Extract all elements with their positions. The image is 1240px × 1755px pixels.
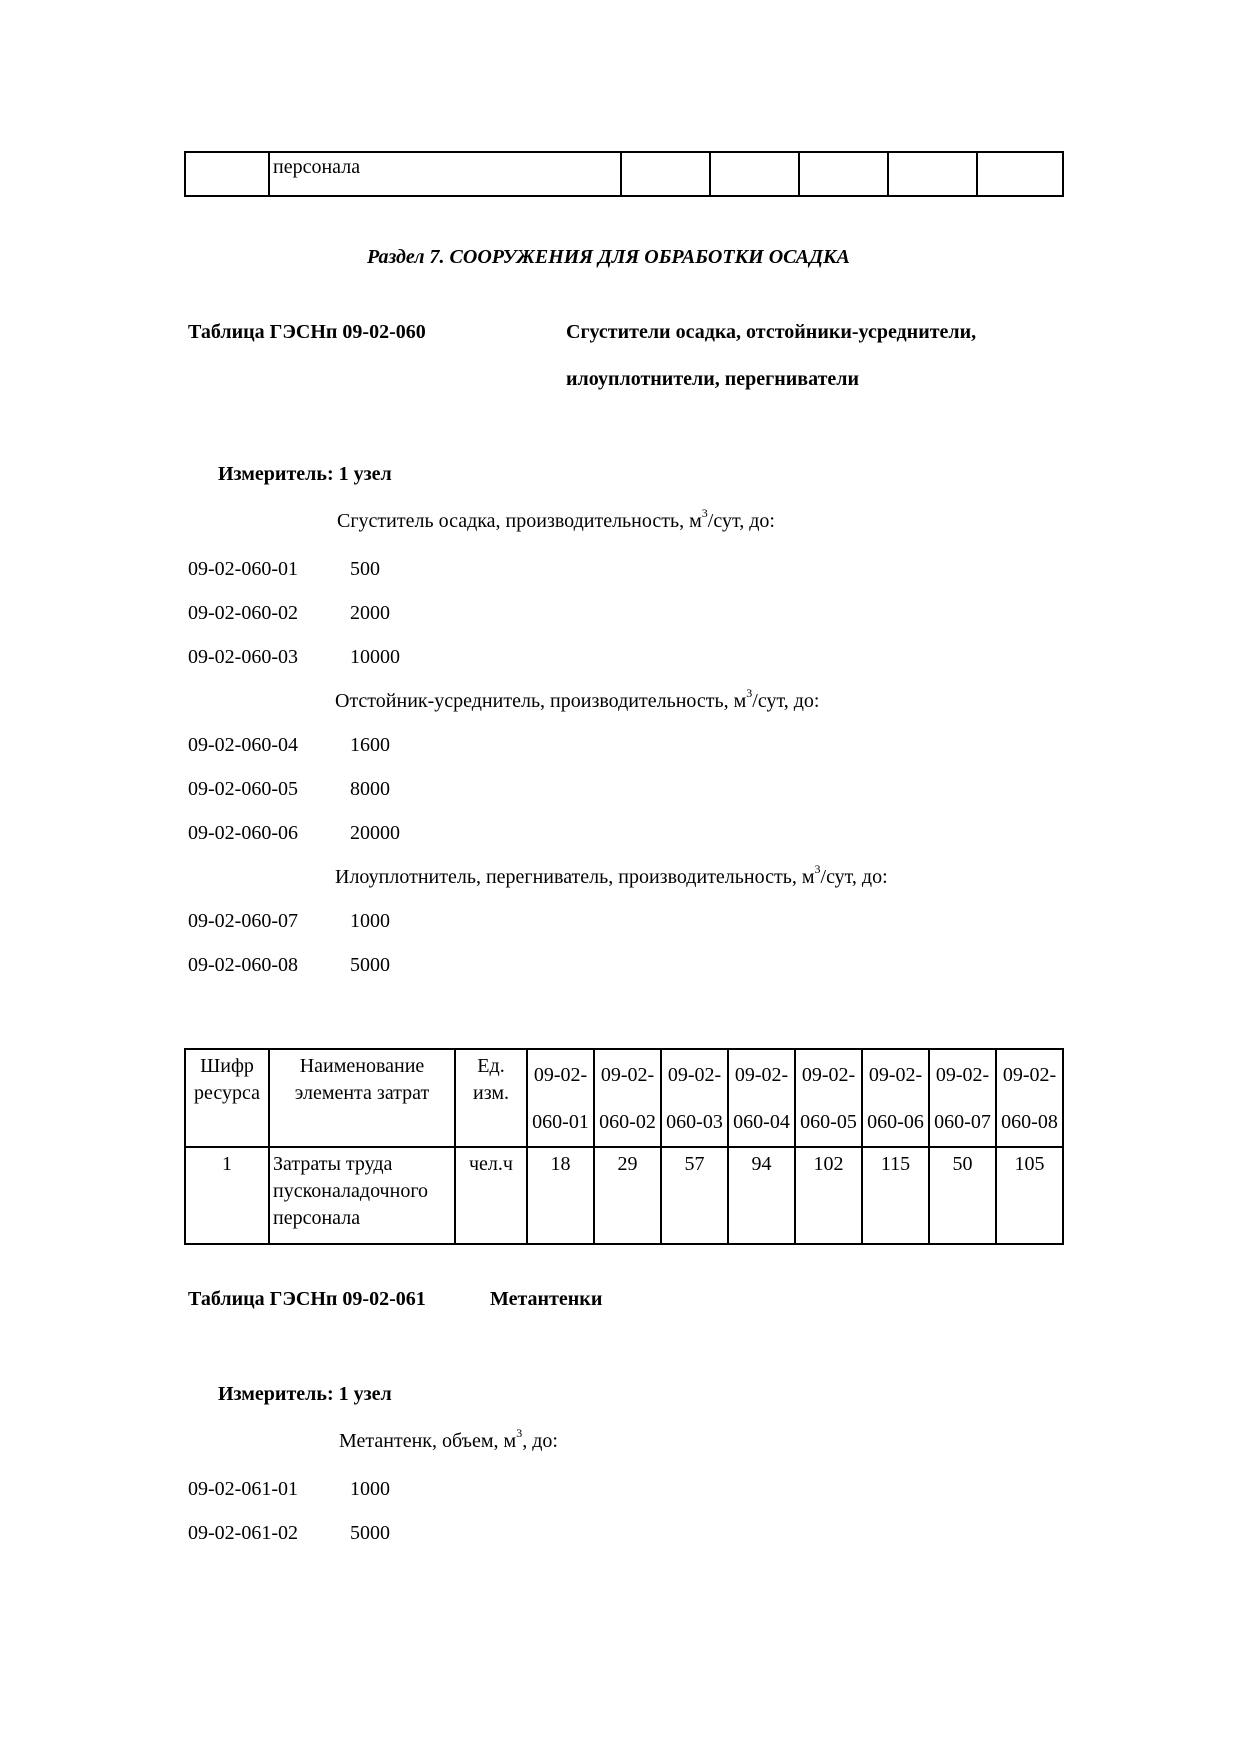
group-heading: Отстойник-усреднитель, производительность, $м^3$/сут, до: (335, 686, 820, 712)
header-col: 09-02- 060-01 (527, 1049, 594, 1147)
table-060-meter: Измеритель: 1 узел (218, 463, 392, 485)
cell-value: 94 (728, 1147, 795, 1244)
item-value: 10000 (350, 646, 400, 668)
table-header-row (185, 1049, 1063, 1147)
item-value: 5000 (350, 1522, 390, 1544)
cell-unit: чел.ч (455, 1147, 527, 1244)
cell-value: 115 (862, 1147, 929, 1244)
item-code: 09-02-060-02 (188, 602, 298, 624)
item-code: 09-02-060-05 (188, 778, 298, 800)
item-value: 20000 (350, 822, 400, 844)
item-code: 09-02-060-01 (188, 558, 298, 580)
header-col: 09-02- 060-02 (594, 1049, 661, 1147)
header-col: 09-02- 060-03 (661, 1049, 728, 1147)
table-061-title: Метантенки (490, 1288, 603, 1310)
table-060-title-line2: илоуплотнители, перегниватели (566, 368, 860, 390)
table-row (185, 1147, 1063, 1244)
table-061-label: Таблица ГЭСНп 09-02-061 (188, 1288, 426, 1310)
table-060-title-line1: Сгустители осадка, отстойники-усреднители, (566, 321, 977, 343)
continuation-table-fragment (184, 151, 1064, 197)
table-row (185, 152, 1063, 196)
header-col: 09-02- 060-05 (795, 1049, 862, 1147)
table-060-label: Таблица ГЭСНп 09-02-060 (188, 321, 426, 343)
header-col: 09-02- 060-07 (929, 1049, 996, 1147)
resource-table (184, 1048, 1064, 1245)
cell-code: 1 (185, 1147, 269, 1244)
group-heading: Сгуститель осадка, производительность, $м^3$/сут, до: (337, 506, 775, 532)
cell-value: 57 (661, 1147, 728, 1244)
fragment-text: персонала (273, 156, 361, 178)
item-value: 1000 (350, 910, 390, 932)
item-code: 09-02-061-01 (188, 1478, 298, 1500)
item-value: 8000 (350, 778, 390, 800)
group-heading: Метантенк, объем, $м^3$, до: (339, 1426, 558, 1452)
item-value: 2000 (350, 602, 390, 624)
cell-name: Затраты труда пусконаладочного персонала (269, 1147, 455, 1244)
item-value: 5000 (350, 954, 390, 976)
cell-value: 105 (996, 1147, 1063, 1244)
item-value: 1000 (350, 1478, 390, 1500)
item-value: 1600 (350, 734, 390, 756)
header-name: Наименование элемента затрат (269, 1049, 455, 1147)
header-col: 09-02- 060-04 (728, 1049, 795, 1147)
header-col: 09-02- 060-06 (862, 1049, 929, 1147)
group-heading: Илоуплотнитель, перегниватель, производительность, $м^3$/сут, до: (335, 862, 888, 888)
item-code: 09-02-060-07 (188, 910, 298, 932)
cell-value: 102 (795, 1147, 862, 1244)
header-unit: Ед. изм. (455, 1049, 527, 1147)
item-code: 09-02-060-04 (188, 734, 298, 756)
header-code: Шифр ресурса (185, 1049, 269, 1147)
item-value: 500 (350, 558, 380, 580)
section-title: Раздел 7. СООРУЖЕНИЯ ДЛЯ ОБРАБОТКИ ОСАДКА (367, 246, 850, 268)
item-code: 09-02-060-08 (188, 954, 298, 976)
cell-value: 29 (594, 1147, 661, 1244)
item-code: 09-02-060-06 (188, 822, 298, 844)
table-061-meter: Измеритель: 1 узел (218, 1383, 392, 1405)
cell-value: 50 (929, 1147, 996, 1244)
cell-value: 18 (527, 1147, 594, 1244)
header-col: 09-02- 060-08 (996, 1049, 1063, 1147)
item-code: 09-02-061-02 (188, 1522, 298, 1544)
item-code: 09-02-060-03 (188, 646, 298, 668)
